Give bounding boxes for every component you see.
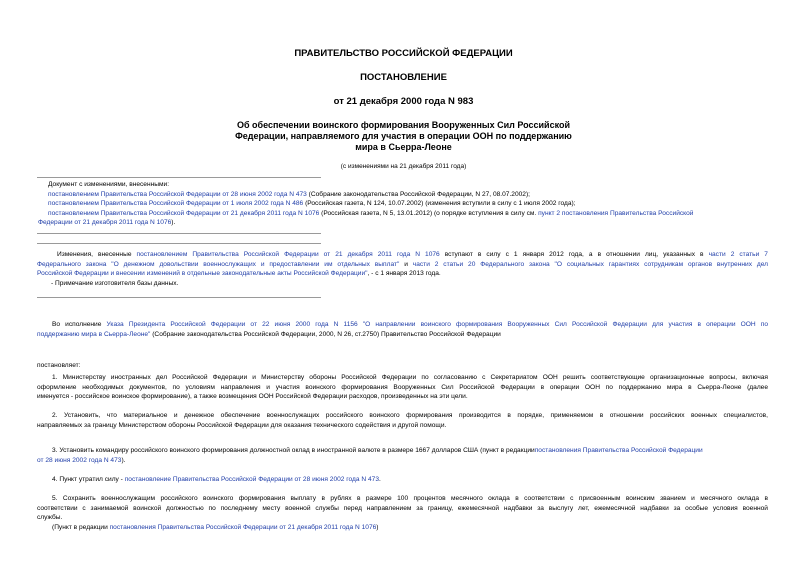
note-text: Изменения, внесенные (57, 251, 137, 258)
document-title (0, 120, 807, 153)
law-link-guarantees[interactable]: части 2 статьи 20 Федерального закона "О социальных гарантиях сотрудникам органов внутренних дел (412, 260, 768, 268)
note-text: и (399, 260, 413, 268)
title-line: мира в Сьерра-Леоне (355, 142, 452, 152)
government-heading: ПРАВИТЕЛЬСТВО РОССИЙСКОЙ ФЕДЕРАЦИИ (294, 48, 513, 59)
database-note: - Примечание изготовителя базы данных. (51, 279, 179, 287)
amendment-source: (Собрание законодательства Российской Федерации, N 27, 08.07.2002); (306, 190, 530, 198)
note-box (37, 250, 768, 288)
punctuation: ) (376, 523, 379, 531)
amendment-link-2002-473[interactable]: постановлением Правительства Российской Федерации от 28 июня 2002 года N 473 (48, 190, 307, 198)
punctuation: . (379, 476, 381, 483)
amendment-link-2011-1076[interactable]: постановлением Правительства Российской Федерации от 21 декабря 2011 года N 1076 (48, 209, 320, 217)
presidential-decree-link[interactable]: Указа Президента Российской Федерации от 22 июня 2000 года N 1156 "О направлении воинского формирования Вооруженных Сил Российской Федерации для участия в операции ООН по (106, 321, 769, 328)
document-date-number: от 21 декабря 2000 года N 983 (333, 96, 474, 107)
note-link-2011-1076[interactable]: постановлением Правительства Российской Федерации от 21 декабря 2011 года N 1076 (136, 251, 440, 258)
divider (37, 243, 321, 244)
revision-note: (с изменениями на 21 декабря 2011 года) (340, 163, 467, 170)
preamble (37, 320, 768, 339)
entry-into-force-link[interactable]: пункт 2 постановления Правительства Российской (538, 209, 694, 217)
item-text: именуется - российское воинское формирование), а также возмещения ООН Российской Федерации расходов, произведенных на эти цели. (37, 393, 468, 401)
note-text: вступают в силу с 1 января 2012 года, а в отношении лиц, указанных в (439, 251, 709, 258)
revision-link-2002-473[interactable]: постановления Правительства Российской Федерации (534, 447, 703, 454)
item-text: 4. Пункт утратил силу - (52, 476, 125, 483)
revision-link-2002-473-cont[interactable]: от 28 июня 2002 года N 473 (37, 456, 122, 464)
divider (37, 297, 321, 298)
item-text: оформление необходимых документов, по условиям направления и участия воинского формирования Вооруженных Сил Российской Федерации в операции ООН по поддержанию мира в Сьерра-Леоне (далее (37, 383, 768, 391)
changes-intro: Документ с изменениями, внесенными: (48, 181, 170, 188)
presidential-decree-link-cont[interactable]: поддержанию мира в Сьерра-Леоне" (37, 330, 151, 338)
item-text: службы. (37, 514, 63, 522)
amendment-link-2002-486[interactable]: постановлением Правительства Российской Федерации от 1 июля 2002 года N 486 (48, 200, 304, 208)
item-text: 3. Установить командиру российского воинского формирования должностной оклад в иностранной валюте в размере 1667 долларов США (пункт в редакции (52, 447, 535, 454)
decides-label: постановляет: (37, 362, 81, 369)
entry-into-force-link-cont[interactable]: Федерации от 21 декабря 2011 года N 1076 (38, 219, 172, 227)
law-link-allowance[interactable]: Федерального закона "О денежном довольствии военнослужащих и предоставлении им отдельных выплат" (37, 260, 400, 268)
divider (37, 233, 321, 234)
item-4 (37, 475, 768, 485)
note-text: , - с 1 января 2013 года. (367, 270, 441, 278)
item-text: соответствии с занимаемой воинской должностью по последнему месту военной службы перед направлением за границу, ежемесячной надбавки за выслугу лет, ежемесячной надбавки за особые условия военной (37, 504, 768, 512)
law-link-guarantees-cont[interactable]: Российской Федерации и внесении изменений в отдельные законодательные акты Российской Федерации" (37, 270, 368, 278)
item-3 (37, 446, 768, 465)
preamble-text: Во исполнение (52, 321, 107, 328)
punctuation: ). (121, 456, 126, 464)
item-text: 2. Установить, что материальное и денежное обеспечение военнослужащих российского воинского формирования производится в порядке, применяемом в отношении российских военных специалистов, (52, 412, 768, 419)
changes-box (38, 180, 773, 228)
item-text: направляемых за границу Министерством обороны Российской Федерации для оказания технического содействия и другой помощи. (37, 421, 447, 429)
law-article-link[interactable]: части 2 статьи 7 (708, 251, 768, 258)
amendment-source: (Российская газета, N 5, 13.01.2012) (о порядке вступления в силу см. (319, 209, 539, 217)
item-text: 5. Сохранить военнослужащим российского воинского формирования выплату в рублях в размере 100 процентов месячного оклада в соответствии с присвоенным воинским званием и месячного оклада в (52, 495, 768, 502)
title-line: Федерации, направляемого для участия в операции ООН по поддержанию (235, 131, 572, 141)
revision-link-2011-1076[interactable]: постановления Правительства Российской Федерации от 21 декабря 2011 года N 1076 (109, 523, 377, 531)
preamble-text: (Собрание законодательства Российской Федерации, 2000, N 26, ст.2750) Правительство Российской Федерации (150, 330, 501, 338)
item-2 (37, 411, 768, 430)
title-line: Об обеспечении воинского формирования Вооруженных Сил Российской (236, 120, 571, 130)
amendment-source: (Российская газета, N 124, 10.07.2002) (изменения вступили в силу с 1 июля 2002 года); (303, 200, 576, 208)
repeal-link-2002-473[interactable]: постановление Правительства Российской Федерации от 28 июня 2002 года N 473 (124, 476, 379, 483)
revision-note-text: (Пункт в редакции (52, 523, 110, 531)
divider (37, 177, 321, 178)
punctuation: ). (171, 219, 176, 227)
item-text: 1. Министерству иностранных дел Российской Федерации и Министерству обороны Российской Федерации по согласованию с Секретариатом ООН решить соответствующие организационные вопросы, включая (52, 374, 768, 381)
item-1 (37, 373, 768, 402)
item-5 (37, 494, 768, 532)
document-type: ПОСТАНОВЛЕНИЕ (360, 72, 447, 83)
